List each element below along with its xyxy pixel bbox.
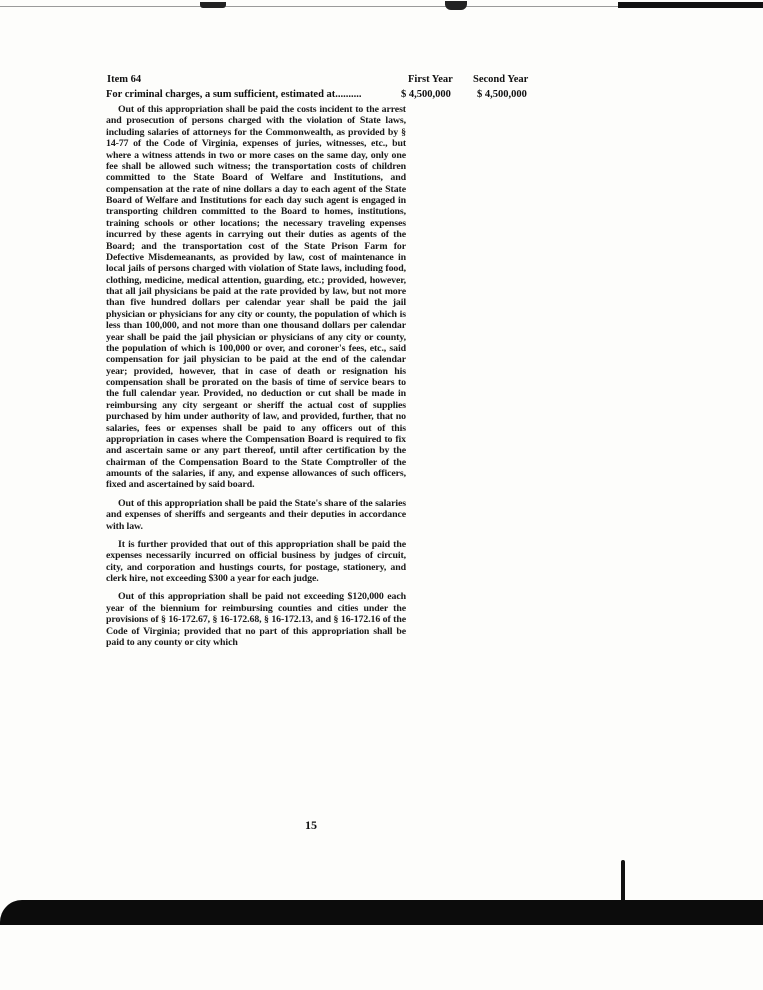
paragraph: Out of this appropriation shall be paid the State's share of the salaries and expenses of sheriffs and sergeants and their deputies in accordance with law.	[106, 497, 406, 532]
scan-mark	[618, 2, 763, 8]
paragraph: Out of this appropriation shall be paid not exceeding $120,000 each year of the biennium for reimbursing counties and cities under the provisions of § 16-172.67, § 16-172.68, § 16-172.13, and § 16-172.16 of the Code of Virginia; provided that no part of this appropriation shall be paid to any county or city which	[106, 591, 406, 648]
second-year-amount: $ 4,500,000	[477, 89, 527, 100]
document-body	[106, 74, 536, 655]
appropriation-row	[106, 89, 536, 103]
paragraph: It is further provided that out of this appropriation shall be paid the expenses necessarily incurred on official business by judges of circuit, city, and corporation and hustings courts, for postage, stationery, and clerk hire, not exceeding $300 a year for each judge.	[106, 538, 406, 584]
paragraph: Out of this appropriation shall be paid the costs incident to the arrest and prosecution of persons charged with the violation of State laws, including salaries of attorneys for the Commonwealth, as provided by § 14-77 of the Code of Virginia, expenses of juries, witnesses, etc., but where a witness attends in two or more cases on the same day, only one fee shall be allowed such witness; the transportation costs of children committed to the State Board of Welfare and Institutions, and compensation at the rate of nine dollars a day to each agent of the State Board of Welfare and Institutions for each day such agent is engaged in transporting children committed to the Board to homes, institutions, training schools or other locations; the necessary traveling expenses incurred by these agents in carrying out their duties as agents of the Board; and the transportation cost of the State Prison Farm for Defective Misdemeanants, as provided by law, cost of maintenance in local jails of persons charged with violation of State laws, including food, clothing, medicine, medical attention, guarding, etc.; provided, however, that all jail physicians be paid at the rate provided by law, but not more than five hundred dollars per calendar year shall be paid the jail physician or physicians for any city or county, the population of which is less than 100,000, and not more than one thousand dollars per calendar year shall be paid the jail physician or physicians of any city or county, the population of which is 100,000 or over, and coroner's fees, etc., said compensation for jail physician to be paid at the end of the calendar year; provided, however, that in case of death or resignation his compensation shall be prorated on the basis of time of service bears to the full calendar year. Provided, no deduction or cut shall be made in reimbursing any city sergeant or sheriff the actual cost of supplies purchased by him under authority of law, and provided, further, that no salaries, fees or expenses shall be paid to any officers out of this appropriation in cases where the Compensation Board is required to fix and ascertain same or any part thereof, until after certification by the chairman of the Compensation Board to the State Comptroller of the amounts of the salaries, if any, and expense allowances of such officers, fixed and ascertained by said board.	[106, 104, 406, 491]
first-year-amount: $ 4,500,000	[401, 89, 451, 100]
appropriation-description: For criminal charges, a sum sufficient, estimated at..........	[106, 89, 362, 100]
scan-page-edge	[0, 900, 763, 925]
scan-mark	[445, 1, 467, 10]
item-number: Item 64	[107, 74, 142, 85]
column-header-row	[106, 74, 536, 88]
scan-mark	[200, 2, 226, 8]
second-year-header: Second Year	[473, 74, 529, 85]
page-number: 15	[305, 818, 317, 832]
provisions-text	[106, 104, 406, 648]
first-year-header: First Year	[408, 74, 453, 85]
